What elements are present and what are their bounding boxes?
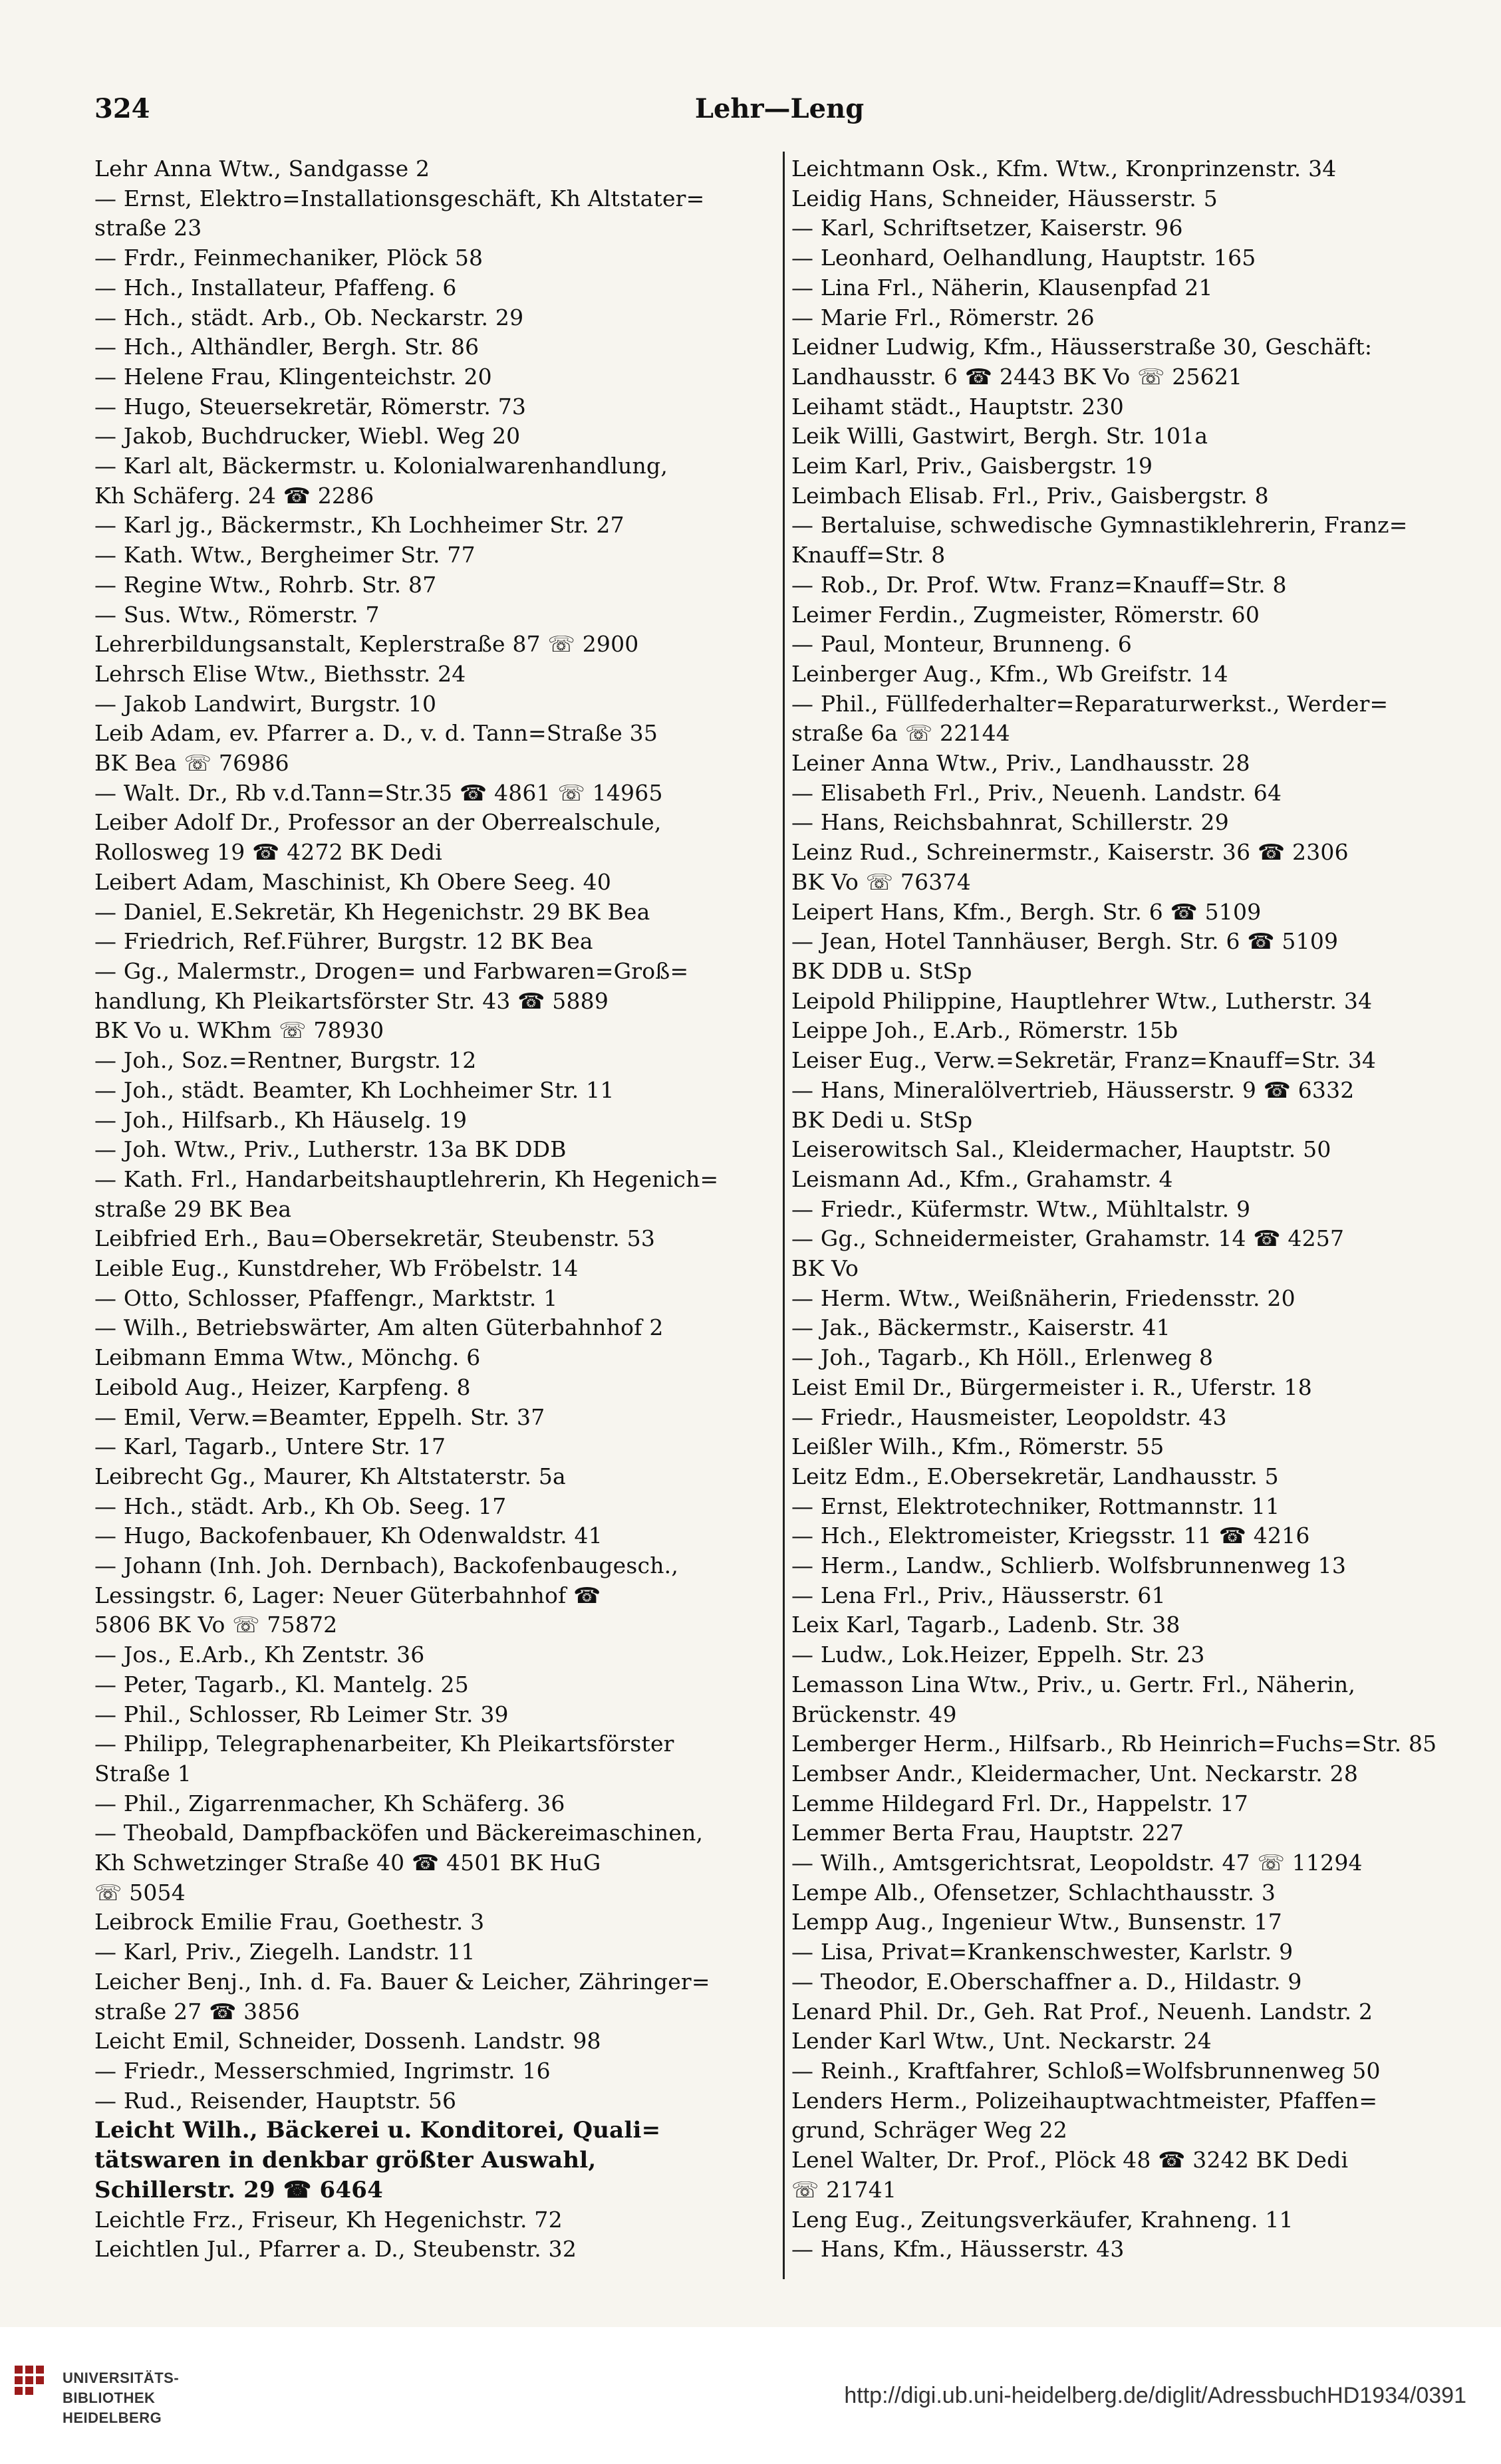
directory-entry: Leibfried Erh., Bau=Obersekretär, Steubenstr. 53 (94, 1225, 656, 1252)
directory-entry: — Karl, Tagarb., Untere Str. 17 (94, 1433, 446, 1460)
right-column (791, 154, 1476, 2265)
directory-entry: — Elisabeth Frl., Priv., Neuenh. Landstr. 64 (791, 779, 1282, 806)
directory-entry: Leichtmann Osk., Kfm. Wtw., Kronprinzenstr. 34 (791, 156, 1337, 182)
directory-entry: Leiserowitsch Sal., Kleidermacher, Hauptstr. 50 (791, 1136, 1331, 1163)
directory-entry: straße 6a ☏ 22144 (791, 720, 1011, 747)
directory-entry: Leißler Wilh., Kfm., Römerstr. 55 (791, 1433, 1164, 1460)
directory-entry: 5806 BK Vo ☏ 75872 (94, 1612, 338, 1638)
directory-entry: — Rob., Dr. Prof. Wtw. Franz=Knauff=Str. 8 (791, 571, 1287, 598)
directory-entry: — Kath. Frl., Handarbeitshauptlehrerin, Kh Hegenich= (94, 1166, 719, 1192)
directory-entry: straße 29 BK Bea (94, 1195, 292, 1222)
directory-entry: — Karl, Schriftsetzer, Kaiserstr. 96 (791, 215, 1183, 241)
directory-entry: — Joh., Soz.=Rentner, Burgstr. 12 (94, 1047, 477, 1074)
directory-entry: Leibrecht Gg., Maurer, Kh Altstaterstr. 5a (94, 1463, 566, 1489)
directory-entry: — Phil., Füllfederhalter=Reparaturwerkst., Werder= (791, 690, 1389, 717)
directory-entry: Lemasson Lina Wtw., Priv., u. Gertr. Frl., Näherin, (791, 1671, 1356, 1697)
directory-entry: — Hans, Kfm., Häusserstr. 43 (791, 2236, 1125, 2263)
directory-entry: Straße 1 (94, 1760, 192, 1786)
directory-entry: — Karl, Priv., Ziegelh. Landstr. 11 (94, 1939, 476, 1965)
directory-entry: straße 23 (94, 215, 202, 241)
directory-entry: grund, Schräger Weg 22 (791, 2117, 1067, 2144)
library-emblem-icon (12, 2359, 55, 2425)
directory-entry: — Kath. Wtw., Bergheimer Str. 77 (94, 542, 476, 568)
directory-entry: Leiser Eug., Verw.=Sekretär, Franz=Knauff=Str. 34 (791, 1047, 1377, 1074)
directory-entry: Leihamt städt., Hauptstr. 230 (791, 393, 1124, 420)
directory-entry: Leimer Ferdin., Zugmeister, Römerstr. 60 (791, 601, 1260, 628)
directory-entry: — Ernst, Elektro=Installationsgeschäft, Kh Altstater= (94, 185, 705, 211)
directory-entry: BK Vo ☏ 76374 (791, 868, 971, 895)
directory-entry: ☏ 5054 (94, 1879, 186, 1906)
directory-entry: Kh Schäferg. 24 ☎ 2286 (94, 482, 374, 509)
directory-entry: Leidig Hans, Schneider, Häusserstr. 5 (791, 185, 1218, 211)
directory-entry: Leipold Philippine, Hauptlehrer Wtw., Lutherstr. 34 (791, 987, 1373, 1014)
directory-entry: Leinz Rud., Schreinermstr., Kaiserstr. 36 ☎ 2306 (791, 839, 1349, 866)
directory-entry: Leiner Anna Wtw., Priv., Landhausstr. 28 (791, 750, 1250, 777)
directory-entry: Leimbach Elisab. Frl., Priv., Gaisbergstr. 8 (791, 482, 1269, 509)
directory-entry: — Joh. Wtw., Priv., Lutherstr. 13a BK DDB (94, 1136, 567, 1163)
directory-entry: — Friedr., Messerschmied, Ingrimstr. 16 (94, 2058, 551, 2084)
directory-entry: Leippe Joh., E.Arb., Römerstr. 15b (791, 1017, 1178, 1044)
directory-entry: ☏ 21741 (791, 2176, 897, 2203)
directory-entry: Schillerstr. 29 ☎ 6464 (94, 2176, 383, 2203)
directory-entry: BK Dedi u. StSp (791, 1106, 973, 1133)
directory-entry: — Daniel, E.Sekretär, Kh Hegenichstr. 29 BK Bea (94, 898, 650, 925)
directory-entry: BK Vo (791, 1255, 859, 1282)
directory-entry: — Marie Frl., Römerstr. 26 (791, 304, 1095, 330)
directory-entry: Leibold Aug., Heizer, Karpfeng. 8 (94, 1374, 471, 1400)
directory-entry: Lehrerbildungsanstalt, Keplerstraße 87 ☏ 2900 (94, 631, 639, 658)
directory-entry: Leim Karl, Priv., Gaisbergstr. 19 (791, 453, 1153, 479)
directory-entry: — Friedr., Hausmeister, Leopoldstr. 43 (791, 1404, 1227, 1430)
directory-entry: Leipert Hans, Kfm., Bergh. Str. 6 ☎ 5109 (791, 898, 1262, 925)
directory-entry: Knauff=Str. 8 (791, 542, 946, 568)
directory-entry: — Joh., Hilfsarb., Kh Häuselg. 19 (94, 1106, 468, 1133)
directory-entry: Leichtlen Jul., Pfarrer a. D., Steubenstr. 32 (94, 2236, 577, 2263)
directory-entry: — Jakob Landwirt, Burgstr. 10 (94, 690, 437, 717)
directory-entry: Brückenstr. 49 (791, 1701, 957, 1727)
directory-entry: — Hans, Reichsbahnrat, Schillerstr. 29 (791, 809, 1229, 836)
directory-entry: Leibert Adam, Maschinist, Kh Obere Seeg. 40 (94, 868, 612, 895)
column-divider (783, 152, 785, 2279)
directory-entry: — Lina Frl., Näherin, Klausenpfad 21 (791, 274, 1213, 301)
directory-entry: — Hch., Althändler, Bergh. Str. 86 (94, 334, 479, 360)
logo-line-3: HEIDELBERG (63, 2409, 162, 2426)
directory-entry: Leiber Adolf Dr., Professor an der Oberrealschule, (94, 809, 662, 836)
directory-entry: Lender Karl Wtw., Unt. Neckarstr. 24 (791, 2028, 1212, 2054)
directory-entry: — Friedr., Küfermstr. Wtw., Mühltalstr. 9 (791, 1195, 1251, 1222)
directory-entry: — Jos., E.Arb., Kh Zentstr. 36 (94, 1642, 425, 1668)
directory-entry: Leidner Ludwig, Kfm., Häusserstraße 30, Geschäft: (791, 334, 1373, 360)
directory-entry: — Joh., städt. Beamter, Kh Lochheimer Str. 11 (94, 1076, 614, 1103)
directory-entry: Lembser Andr., Kleidermacher, Unt. Neckarstr. 28 (791, 1760, 1359, 1786)
directory-entry: Lemberger Herm., Hilfsarb., Rb Heinrich=Fuchs=Str. 85 (791, 1731, 1437, 1757)
directory-entry: — Karl jg., Bäckermstr., Kh Lochheimer Str. 27 (94, 512, 624, 539)
directory-entry: — Bertaluise, schwedische Gymnastiklehrerin, Franz= (791, 512, 1408, 539)
directory-entry: Lehrsch Elise Wtw., Biethsstr. 24 (94, 660, 466, 687)
directory-entry: — Gg., Schneidermeister, Grahamstr. 14 ☎ 4257 (791, 1225, 1345, 1252)
directory-entry: — Hch., städt. Arb., Ob. Neckarstr. 29 (94, 304, 524, 330)
directory-entry: Kh Schwetzinger Straße 40 ☎ 4501 BK HuG (94, 1850, 601, 1876)
directory-entry: — Jakob, Buchdrucker, Wiebl. Weg 20 (94, 423, 521, 449)
directory-entry: Leichtle Frz., Friseur, Kh Hegenichstr. 72 (94, 2206, 563, 2233)
directory-entry: Leib Adam, ev. Pfarrer a. D., v. d. Tann=Straße 35 (94, 720, 658, 747)
directory-entry: — Phil., Schlosser, Rb Leimer Str. 39 (94, 1701, 509, 1727)
directory-entry: BK Vo u. WKhm ☏ 78930 (94, 1017, 384, 1044)
directory-entry: Lemmer Berta Frau, Hauptstr. 227 (791, 1820, 1184, 1846)
directory-entry: tätswaren in denkbar größter Auswahl, (94, 2147, 597, 2174)
directory-entry: — Regine Wtw., Rohrb. Str. 87 (94, 571, 437, 598)
page-title: Lehr—Leng (694, 93, 865, 124)
directory-entry: — Ernst, Elektrotechniker, Rottmannstr. 11 (791, 1493, 1280, 1519)
directory-entry: — Reinh., Kraftfahrer, Schloß=Wolfsbrunnenweg 50 (791, 2058, 1381, 2084)
directory-entry: straße 27 ☎ 3856 (94, 1998, 300, 2025)
directory-entry: Leist Emil Dr., Bürgermeister i. R., Uferstr. 18 (791, 1374, 1312, 1400)
directory-entry: Leibmann Emma Wtw., Mönchg. 6 (94, 1344, 481, 1371)
directory-entry: — Joh., Tagarb., Kh Höll., Erlenweg 8 (791, 1344, 1214, 1371)
directory-entry: — Sus. Wtw., Römerstr. 7 (94, 601, 380, 628)
directory-entry: Lempp Aug., Ingenieur Wtw., Bunsenstr. 17 (791, 1909, 1282, 1935)
directory-entry: — Theobald, Dampfbacköfen und Bäckereimaschinen, (94, 1820, 704, 1846)
directory-entry: — Jean, Hotel Tannhäuser, Bergh. Str. 6 ☎ 5109 (791, 928, 1339, 955)
directory-entry: Landhausstr. 6 ☎ 2443 BK Vo ☏ 25621 (791, 363, 1243, 390)
directory-entry: Lempe Alb., Ofensetzer, Schlachthausstr. 3 (791, 1879, 1276, 1906)
directory-entry: — Hans, Mineralölvertrieb, Häusserstr. 9 ☎ 6332 (791, 1076, 1355, 1103)
directory-entry: — Friedrich, Ref.Führer, Burgstr. 12 BK Bea (94, 928, 593, 955)
directory-entry: Lemme Hildegard Frl. Dr., Happelstr. 17 (791, 1790, 1248, 1816)
logo-line-1: UNIVERSITÄTS- (63, 2370, 180, 2386)
left-column (94, 154, 779, 2265)
directory-entry: Leinberger Aug., Kfm., Wb Greifstr. 14 (791, 660, 1228, 687)
directory-entry: — Hch., Elektromeister, Kriegsstr. 11 ☎ 4216 (791, 1523, 1310, 1549)
directory-entry: BK DDB u. StSp (791, 957, 972, 984)
directory-entry: Leicher Benj., Inh. d. Fa. Bauer & Leicher, Zähringer= (94, 1968, 710, 1995)
directory-entry: Leitz Edm., E.Obersekretär, Landhausstr. 5 (791, 1463, 1279, 1489)
directory-entry: — Karl alt, Bäckermstr. u. Kolonialwarenhandlung, (94, 453, 668, 479)
directory-entry: Leix Karl, Tagarb., Ladenb. Str. 38 (791, 1612, 1180, 1638)
logo-line-2: BIBLIOTHEK (63, 2390, 156, 2406)
directory-entry: Lenders Herm., Polizeihauptwachtmeister, Pfaffen= (791, 2087, 1378, 2114)
directory-entry: — Hugo, Steuersekretär, Römerstr. 73 (94, 393, 527, 420)
library-logo[interactable] (12, 2359, 211, 2445)
directory-entry: — Theodor, E.Oberschaffner a. D., Hildastr. 9 (791, 1968, 1302, 1995)
directory-entry: — Herm. Wtw., Weißnäherin, Friedensstr. 20 (791, 1285, 1296, 1311)
directory-entry: BK Bea ☏ 76986 (94, 750, 289, 777)
directory-entry: Leicht Emil, Schneider, Dossenh. Landstr. 98 (94, 2028, 601, 2054)
directory-entry: Rollosweg 19 ☎ 4272 BK Dedi (94, 839, 443, 866)
directory-entry: Leik Willi, Gastwirt, Bergh. Str. 101a (791, 423, 1208, 449)
directory-entry: Leible Eug., Kunstdreher, Wb Fröbelstr. 14 (94, 1255, 579, 1282)
directory-entry: — Johann (Inh. Joh. Dernbach), Backofenbaugesch., (94, 1552, 679, 1579)
page-number: 324 (94, 93, 150, 124)
page-header (94, 93, 1464, 133)
directory-entry: — Leonhard, Oelhandlung, Hauptstr. 165 (791, 245, 1256, 271)
directory-entry: Lenard Phil. Dr., Geh. Rat Prof., Neuenh. Landstr. 2 (791, 1998, 1373, 2025)
directory-entry: — Emil, Verw.=Beamter, Eppelh. Str. 37 (94, 1404, 545, 1430)
directory-entry: — Wilh., Betriebswärter, Am alten Güterbahnhof 2 (94, 1314, 664, 1341)
directory-entry: — Walt. Dr., Rb v.d.Tann=Str.35 ☎ 4861 ☏ 14965 (94, 779, 663, 806)
directory-entry: — Hugo, Backofenbauer, Kh Odenwaldstr. 41 (94, 1523, 603, 1549)
directory-entry: — Rud., Reisender, Hauptstr. 56 (94, 2087, 457, 2114)
directory-entry: — Frdr., Feinmechaniker, Plöck 58 (94, 245, 483, 271)
directory-entry: Leicht Wilh., Bäckerei u. Konditorei, Quali= (94, 2117, 661, 2144)
directory-entry: — Peter, Tagarb., Kl. Mantelg. 25 (94, 1671, 469, 1697)
source-url[interactable]: http://digi.ub.uni-heidelberg.de/diglit/AdressbuchHD1934/0391 (844, 2383, 1466, 2408)
directory-entry: — Gg., Malermstr., Drogen= und Farbwaren=Groß= (94, 957, 689, 984)
directory-entry: — Lisa, Privat=Krankenschwester, Karlstr. 9 (791, 1939, 1294, 1965)
directory-entry: — Hch., städt. Arb., Kh Ob. Seeg. 17 (94, 1493, 507, 1519)
directory-entry: — Otto, Schlosser, Pfaffengr., Marktstr. 1 (94, 1285, 558, 1311)
directory-entry: — Wilh., Amtsgerichtsrat, Leopoldstr. 47 ☏ 11294 (791, 1850, 1363, 1876)
directory-entry: — Paul, Monteur, Brunneng. 6 (791, 631, 1133, 658)
directory-entry: — Ludw., Lok.Heizer, Eppelh. Str. 23 (791, 1642, 1205, 1668)
directory-entry: — Helene Frau, Klingenteichstr. 20 (94, 363, 492, 390)
directory-entry: — Lena Frl., Priv., Häusserstr. 61 (791, 1582, 1166, 1608)
directory-entry: Lessingstr. 6, Lager: Neuer Güterbahnhof ☎ (94, 1582, 601, 1608)
directory-entry: handlung, Kh Pleikartsförster Str. 43 ☎ 5889 (94, 987, 609, 1014)
directory-entry: Leibrock Emilie Frau, Goethestr. 3 (94, 1909, 485, 1935)
directory-entry: — Philipp, Telegraphenarbeiter, Kh Pleikartsförster (94, 1731, 674, 1757)
directory-entry: — Hch., Installateur, Pfaffeng. 6 (94, 274, 457, 301)
directory-entry: — Jak., Bäckermstr., Kaiserstr. 41 (791, 1314, 1170, 1341)
directory-entry: — Herm., Landw., Schlierb. Wolfsbrunnenweg 13 (791, 1552, 1347, 1579)
directory-entry: Lehr Anna Wtw., Sandgasse 2 (94, 156, 430, 182)
directory-entry: Lenel Walter, Dr. Prof., Plöck 48 ☎ 3242 BK Dedi (791, 2147, 1349, 2173)
directory-entry: — Phil., Zigarrenmacher, Kh Schäferg. 36 (94, 1790, 565, 1816)
directory-entry: Leismann Ad., Kfm., Grahamstr. 4 (791, 1166, 1173, 1192)
directory-entry: Leng Eug., Zeitungsverkäufer, Krahneng. 11 (791, 2206, 1294, 2233)
